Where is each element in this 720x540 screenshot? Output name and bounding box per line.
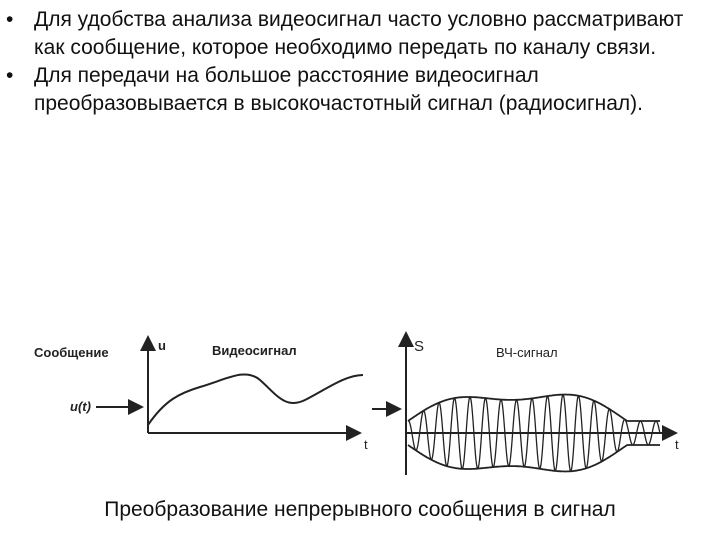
s-axis-label: S [414, 338, 425, 355]
rf-signal-title: ВЧ-сигнал [496, 345, 558, 360]
bullet-text-1: Для удобства анализа видеосигнал часто условно рассматривают как сообщение, которое необходимо передать по каналу связи. [34, 8, 684, 59]
message-label: Сообщение [34, 345, 109, 360]
bullet-list [0, 6, 700, 118]
bullet-marker: • [6, 8, 14, 31]
bullet-item-2 [0, 62, 700, 118]
t-axis-label-left: t [364, 437, 368, 452]
signal-figure [30, 325, 710, 485]
envelope-lower [408, 445, 660, 472]
figure-caption: Преобразование непрерывного сообщения в сигнал [104, 498, 616, 521]
videosignal-title: Видеосигнал [212, 343, 297, 358]
t-axis-label-right: t [675, 437, 679, 452]
rf-signal-panel [372, 333, 679, 475]
bullet-marker: • [6, 64, 14, 87]
input-label: u(t) [70, 399, 91, 414]
u-axis-label: u [158, 338, 166, 353]
videosignal-panel [34, 337, 368, 452]
bullet-text-2: Для передачи на большое расстояние видеосигнал преобразовывается в высокочастотный сигнал (радиосигнал). [34, 64, 643, 115]
bullet-item-1 [0, 6, 700, 62]
videosignal-curve [148, 374, 363, 425]
